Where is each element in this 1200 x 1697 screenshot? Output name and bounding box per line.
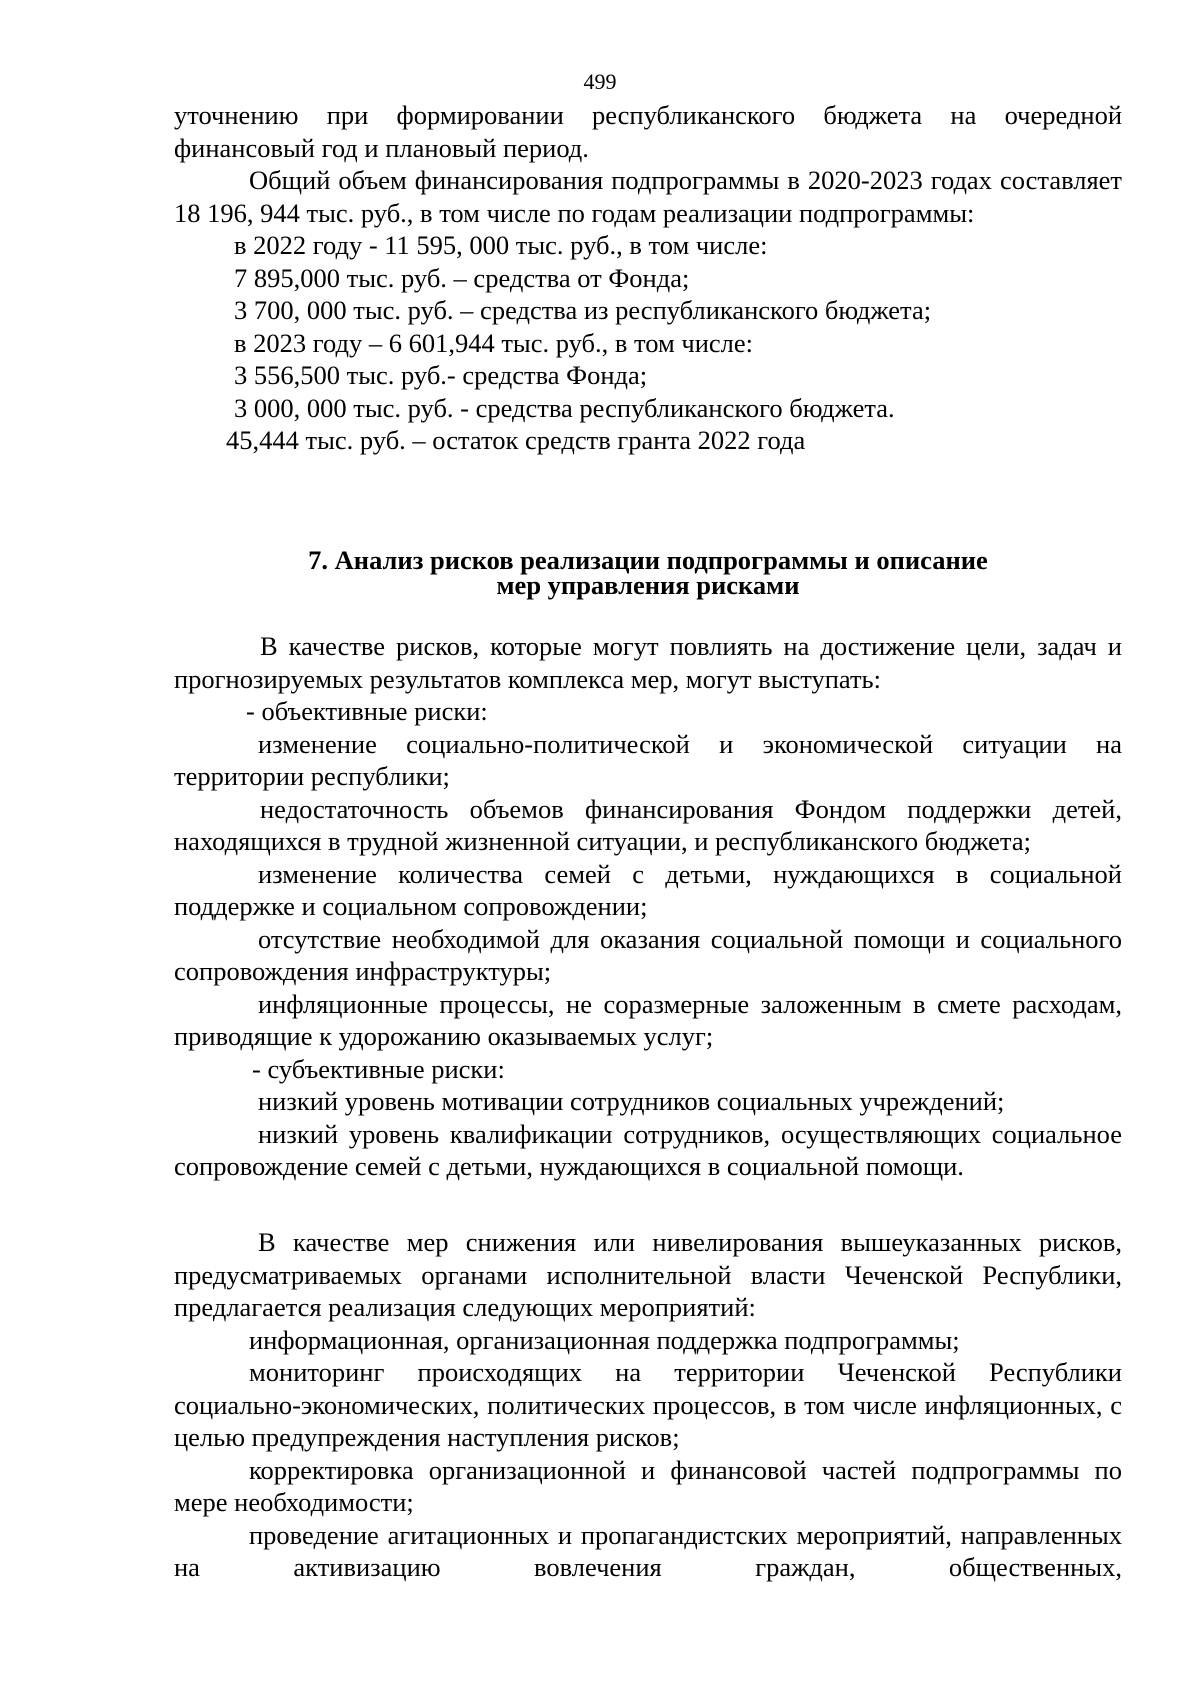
measure-item: проведение агитационных и пропагандистских мероприятий, направленных на активизацию вовлечения граждан, общественных, <box>174 1519 1122 1582</box>
budget-line-2023-fund: 3 556,500 тыс. руб.- средства Фонда; <box>234 360 648 390</box>
budget-section <box>174 99 1122 457</box>
budget-line-2023-republic: 3 000, 000 тыс. руб. - средства республиканского бюджета. <box>234 392 895 423</box>
budget-continuation: уточнению при формировании республиканского бюджета на очередной финансовый год и плановый период. <box>174 100 1122 163</box>
subjective-risks-label: - субъективные риски: <box>252 1053 505 1084</box>
budget-line-2022: в 2022 году - 11 595, 000 тыс. руб., в том числе: <box>234 230 768 260</box>
objective-risk-item: изменение социально-политической и экономической ситуации на территории республики; <box>174 728 1122 791</box>
measures-intro: В качестве мер снижения или нивелирования вышеуказанных рисков, предусматриваемых органами исполнительной власти Чеченской Республики, предлагается реализация следующих мероприятий: <box>174 1227 1122 1322</box>
objective-risk-item: недостаточность объемов финансирования Фондом поддержки детей, находящихся в трудной жизненной ситуации, и республиканского бюджета; <box>174 793 1122 856</box>
budget-line-grant-remainder: 45,444 тыс. руб. – остаток средств гранта 2022 года <box>226 425 806 455</box>
subjective-risk-item: низкий уровень квалификации сотрудников, осуществляющих социальное сопровождение семей с детьми, нуждающихся в социальной помощи. <box>174 1118 1122 1181</box>
section-7-title-line-2: мер управления рисками <box>496 570 800 600</box>
budget-total-paragraph: Общий объем финансирования подпрограммы в 2020-2023 годах составляет 18 196, 944 тыс. руб., в том числе по годам реализации подпрограммы: <box>174 165 1122 228</box>
measures-section <box>174 1226 1122 1584</box>
measure-item: корректировка организационной и финансовой частей подпрограммы по мере необходимости; <box>174 1454 1122 1517</box>
page-number: 499 <box>583 69 617 94</box>
subjective-risk-item: низкий уровень мотивации сотрудников социальных учреждений; <box>258 1086 1005 1116</box>
risks-section <box>174 630 1122 1183</box>
objective-risks-label: - объективные риски: <box>246 696 488 726</box>
objective-risk-item: отсутствие необходимой для оказания социальной помощи и социального сопровождения инфраструктуры; <box>174 923 1122 986</box>
budget-line-2022-fund: 7 895,000 тыс. руб. – средства от Фонда; <box>234 262 690 293</box>
budget-line-2023: в 2023 году – 6 601,944 тыс. руб., в том числе: <box>234 327 754 358</box>
measure-item: мониторинг происходящих на территории Чеченской Республики социально-экономических, политических процессов, в том числе инфляционных, с целью предупреждения наступления рисков; <box>174 1357 1122 1452</box>
measure-item: информационная, организационная поддержка подпрограммы; <box>249 1324 960 1355</box>
budget-line-2022-republic: 3 700, 000 тыс. руб. – средства из республиканского бюджета; <box>234 295 932 325</box>
objective-risk-item: инфляционные процессы, не соразмерные заложенным в смете расходам, приводящие к удорожанию оказываемых услуг; <box>174 988 1122 1051</box>
section-7-heading <box>174 545 1122 600</box>
section-7-title-line-1: 7. Анализ рисков реализации подпрограммы и описание <box>308 545 988 575</box>
risks-intro: В качестве рисков, которые могут повлиять на достижение цели, задач и прогнозируемых результатов комплекса мер, могут выступать: <box>174 631 1122 694</box>
objective-risk-item: изменение количества семей с детьми, нуждающихся в социальной поддержке и социальном сопровождении; <box>174 858 1122 921</box>
